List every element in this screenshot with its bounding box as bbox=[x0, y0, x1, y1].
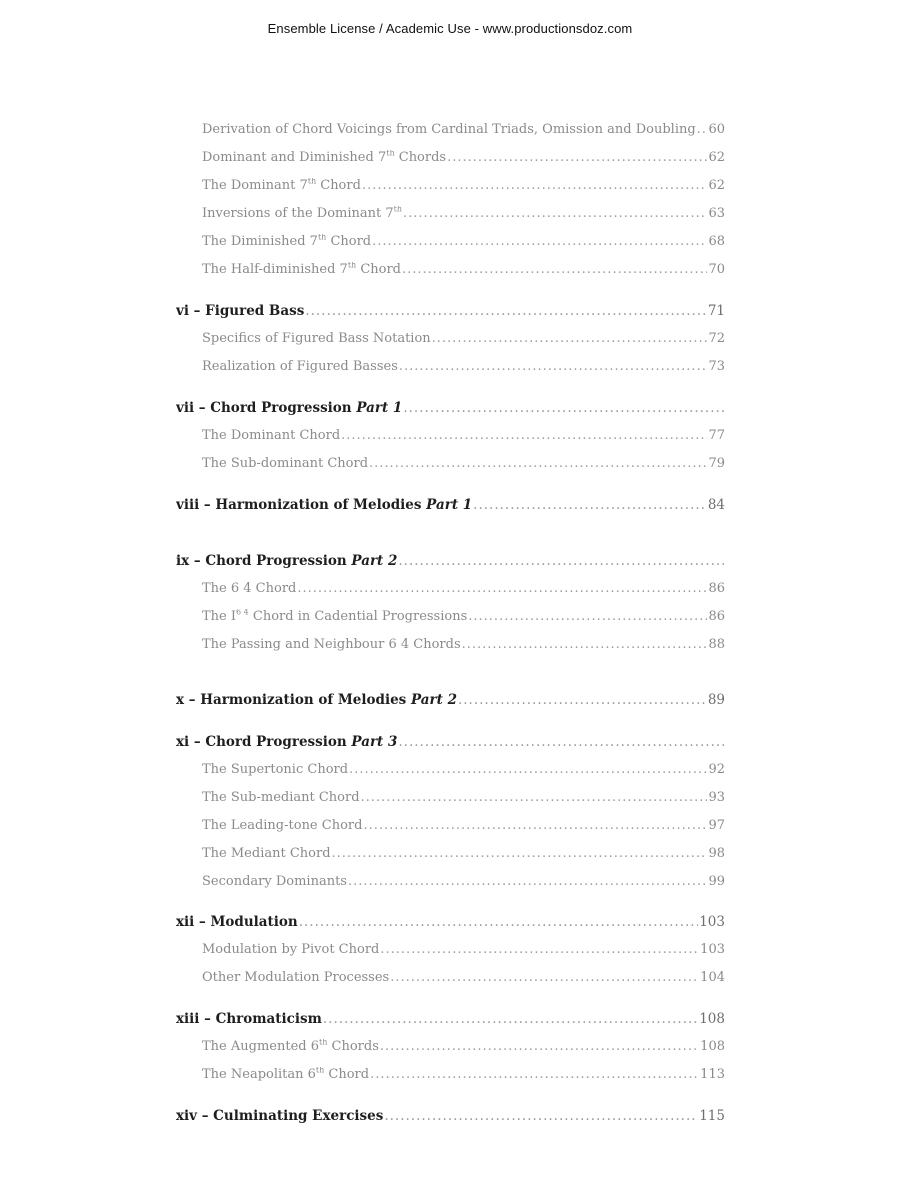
toc-entry-title: Inversions of the Dominant 7th bbox=[202, 206, 403, 221]
toc-chapter-entry[interactable] bbox=[176, 497, 725, 513]
toc-section-entry[interactable] bbox=[202, 178, 725, 193]
license-header: Ensemble License / Academic Use - www.productionsdoz.com bbox=[267, 21, 633, 36]
dot-leader bbox=[384, 1108, 698, 1124]
dot-leader bbox=[372, 234, 707, 249]
toc-section-entry[interactable] bbox=[202, 790, 725, 805]
toc-entry-title: The Augmented 6th Chords bbox=[202, 1039, 379, 1054]
dot-leader bbox=[402, 262, 707, 277]
toc-entry-title: Other Modulation Processes bbox=[202, 970, 390, 985]
toc-section-entry[interactable] bbox=[202, 581, 725, 596]
toc-section-entry[interactable] bbox=[202, 1067, 725, 1082]
part-label: Part 2 bbox=[351, 553, 398, 569]
superscript: 6 4 bbox=[236, 609, 249, 617]
superscript: th bbox=[386, 150, 395, 158]
part-label: Part 3 bbox=[351, 734, 398, 750]
toc-section-entry[interactable] bbox=[202, 359, 725, 374]
toc-entry-title: Secondary Dominants bbox=[202, 874, 347, 889]
toc-entry-title: Modulation by Pivot Chord bbox=[202, 942, 380, 957]
toc-entry-title: The $I^{6 4}$ Chord in Cadential Progressions bbox=[202, 609, 468, 624]
toc-chapter-entry[interactable] bbox=[176, 553, 725, 569]
toc-page-number: 97 bbox=[708, 818, 725, 833]
toc-page-number: 103 bbox=[699, 914, 725, 930]
superscript: th bbox=[307, 178, 317, 186]
dot-leader bbox=[380, 1039, 699, 1054]
superscript: th bbox=[347, 262, 357, 270]
toc-entry-title: Derivation of Chord Voicings from Cardinal Triads, Omission and Doubling bbox=[202, 122, 696, 137]
dot-leader bbox=[363, 818, 707, 833]
dot-leader bbox=[362, 178, 708, 193]
toc-entry-title: The Dominant Chord bbox=[202, 428, 341, 443]
toc-entry-title: The Diminished 7th Chord bbox=[202, 234, 372, 249]
toc-page-number: 88 bbox=[708, 637, 725, 652]
toc-section-entry[interactable] bbox=[202, 262, 725, 277]
superscript: th bbox=[317, 234, 327, 242]
toc-entry-title: The Neapolitan 6th Chord bbox=[202, 1067, 370, 1082]
toc-section-entry[interactable] bbox=[202, 234, 725, 249]
dot-leader bbox=[297, 581, 707, 596]
toc-page-number: 108 bbox=[699, 1011, 725, 1027]
toc-page-number: 99 bbox=[708, 874, 725, 889]
dot-leader bbox=[697, 122, 708, 137]
dot-leader bbox=[468, 609, 707, 624]
dot-leader bbox=[341, 428, 707, 443]
toc-page-number: 93 bbox=[708, 790, 725, 805]
toc-section-entry[interactable] bbox=[202, 637, 725, 652]
part-label: Part 1 bbox=[426, 497, 473, 513]
toc-page-number: 84 bbox=[707, 497, 725, 513]
toc-page-number: 86 bbox=[708, 609, 725, 624]
toc-entry-title: xiii – Chromaticism bbox=[176, 1011, 322, 1027]
toc-entry-title: xii – Modulation bbox=[176, 914, 298, 930]
part-label: Part 1 bbox=[356, 400, 403, 416]
dot-leader bbox=[369, 456, 707, 471]
toc-page-number: 72 bbox=[708, 331, 725, 346]
dot-leader bbox=[349, 762, 707, 777]
toc-page-number: 68 bbox=[708, 234, 725, 249]
toc-page-number: 86 bbox=[708, 581, 725, 596]
toc-entry-title: The Dominant 7th Chord bbox=[202, 178, 361, 193]
toc-entry-title: The Sub-mediant Chord bbox=[202, 790, 360, 805]
dot-leader bbox=[380, 942, 699, 957]
dot-leader bbox=[390, 970, 699, 985]
toc-page-number: 103 bbox=[700, 942, 725, 957]
superscript: th bbox=[319, 1039, 328, 1047]
toc-entry-title: xi – Chord Progression Part 3 bbox=[176, 734, 398, 750]
toc-entry-title: The Leading-tone Chord bbox=[202, 818, 363, 833]
toc-page-number: 108 bbox=[700, 1039, 725, 1054]
toc-page-number: 73 bbox=[708, 359, 725, 374]
toc-page-number: 62 bbox=[708, 150, 725, 165]
toc-entry-title: Dominant and Diminished 7th Chords bbox=[202, 150, 447, 165]
superscript: th bbox=[315, 1067, 325, 1075]
dot-leader bbox=[299, 914, 699, 930]
toc-entry-title: vi – Figured Bass bbox=[176, 303, 305, 319]
toc-section-entry[interactable] bbox=[202, 874, 725, 889]
toc-section-entry[interactable] bbox=[202, 150, 725, 165]
dot-leader bbox=[305, 303, 707, 319]
dot-leader bbox=[398, 553, 724, 569]
toc-entry-title: Specifics of Figured Bass Notation bbox=[202, 331, 431, 346]
toc-chapter-entry[interactable] bbox=[176, 692, 725, 708]
toc-page-number: 113 bbox=[700, 1067, 725, 1082]
dot-leader bbox=[348, 874, 707, 889]
toc-entry-title: ix – Chord Progression Part 2 bbox=[176, 553, 398, 569]
toc-page-number: 63 bbox=[708, 206, 725, 221]
toc-page-number: 92 bbox=[708, 762, 725, 777]
toc-entry-title: The Mediant Chord bbox=[202, 846, 331, 861]
toc-entry-title: xiv – Culminating Exercises bbox=[176, 1108, 384, 1124]
toc-page-number: 71 bbox=[707, 303, 725, 319]
toc-entry-title: Realization of Figured Basses bbox=[202, 359, 398, 374]
toc-section-entry[interactable] bbox=[202, 122, 725, 137]
toc-page-number: 79 bbox=[708, 456, 725, 471]
toc-section-entry[interactable] bbox=[202, 1039, 725, 1054]
toc-chapter-entry[interactable] bbox=[176, 914, 725, 930]
superscript: th bbox=[393, 206, 403, 214]
toc-section-entry[interactable] bbox=[202, 456, 725, 471]
toc-page-number: 89 bbox=[707, 692, 725, 708]
toc-page-number: 104 bbox=[700, 970, 725, 985]
toc-chapter-entry[interactable] bbox=[176, 400, 725, 416]
dot-leader bbox=[370, 1067, 699, 1082]
toc-entry-title: x – Harmonization of Melodies Part 2 bbox=[176, 692, 457, 708]
toc-page-number: 62 bbox=[708, 178, 725, 193]
part-label: Part 2 bbox=[410, 692, 457, 708]
toc-chapter-entry[interactable] bbox=[176, 303, 725, 319]
toc-page-number: 115 bbox=[699, 1108, 725, 1124]
toc-section-entry[interactable] bbox=[202, 818, 725, 833]
toc-chapter-entry[interactable] bbox=[176, 1108, 725, 1124]
dot-leader bbox=[323, 1011, 698, 1027]
toc-page-number: 60 bbox=[708, 122, 725, 137]
toc-section-entry[interactable] bbox=[202, 609, 725, 624]
toc-section-entry[interactable] bbox=[202, 331, 725, 346]
toc-section-entry[interactable] bbox=[202, 846, 725, 861]
toc-chapter-entry[interactable] bbox=[176, 1011, 725, 1027]
toc-entry-title: The Half-diminished 7th Chord bbox=[202, 262, 402, 277]
dot-leader bbox=[403, 400, 724, 416]
toc-chapter-entry[interactable] bbox=[176, 734, 725, 750]
toc-section-entry[interactable] bbox=[202, 428, 725, 443]
toc-entry-title: The Sub-dominant Chord bbox=[202, 456, 369, 471]
toc-page-number: 70 bbox=[708, 262, 725, 277]
toc-entry-title: viii – Harmonization of Melodies Part 1 bbox=[176, 497, 473, 513]
toc-section-entry[interactable] bbox=[202, 942, 725, 957]
dot-leader bbox=[458, 692, 707, 708]
toc-entry-title: The Supertonic Chord bbox=[202, 762, 349, 777]
toc-section-entry[interactable] bbox=[202, 762, 725, 777]
dot-leader bbox=[403, 206, 707, 221]
toc-entry-title: The 6 4 Chord bbox=[202, 581, 297, 596]
dot-leader bbox=[447, 150, 707, 165]
dot-leader bbox=[398, 734, 724, 750]
dot-leader bbox=[399, 359, 708, 374]
toc-section-entry[interactable] bbox=[202, 206, 725, 221]
toc-page-number: 77 bbox=[708, 428, 725, 443]
toc-entry-title: vii – Chord Progression Part 1 bbox=[176, 400, 403, 416]
dot-leader bbox=[361, 790, 708, 805]
dot-leader bbox=[332, 846, 708, 861]
dot-leader bbox=[462, 637, 708, 652]
toc-entry-title: The Passing and Neighbour 6 4 Chords bbox=[202, 637, 461, 652]
toc-section-entry[interactable] bbox=[202, 970, 725, 985]
dot-leader bbox=[432, 331, 708, 346]
toc-page-number: 98 bbox=[708, 846, 725, 861]
dot-leader bbox=[473, 497, 707, 513]
